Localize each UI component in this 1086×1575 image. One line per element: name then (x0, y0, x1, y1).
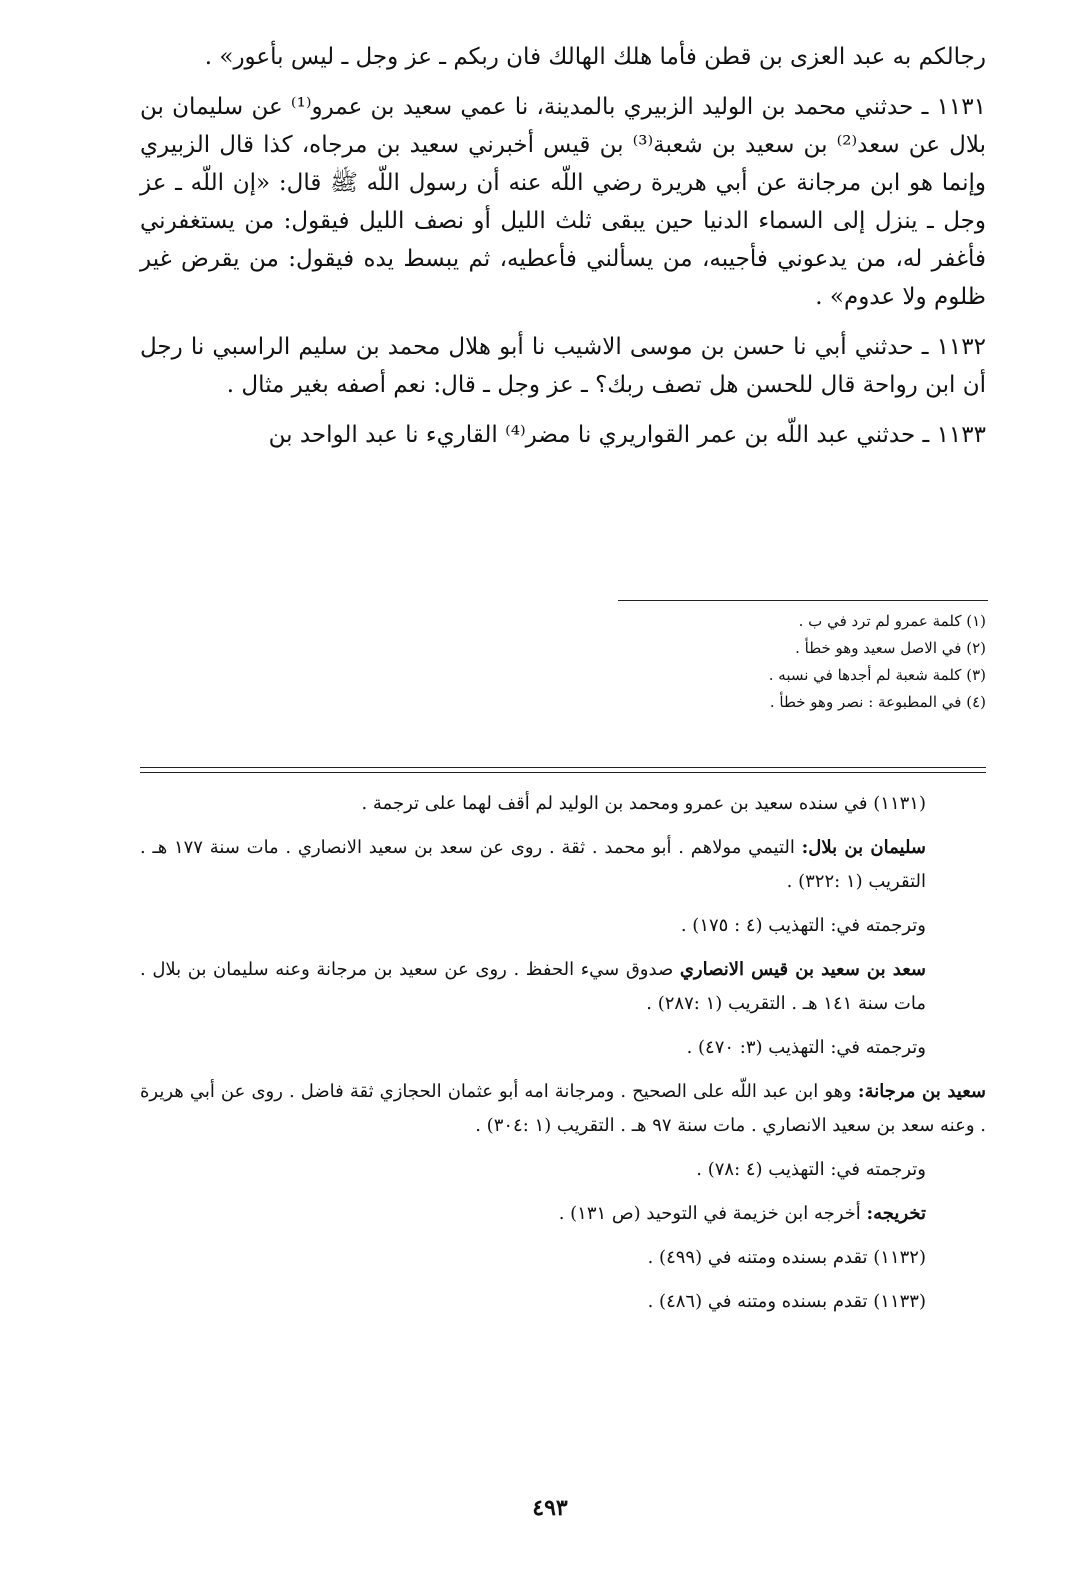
commentary-narrator-sulayman (140, 831, 986, 899)
hadith-1132: ١١٣٢ ـ حدثني أبي نا حسن بن موسى الاشيب نا أبو هلال محمد بن سليم الراسبي نا رجل أن ابن رواحة قال للحسن هل تصف ربك؟ ـ عز وجل ـ قال: نعم أصفه بغير مثال . (140, 334, 986, 398)
hadith-1131: ١١٣١ ـ حدثني محمد بن الوليد الزبيري بالمدينة، نا عمي سعيد بن عمرو⁽¹⁾ عن سليمان بن بلال عن سعد⁽²⁾ بن سعيد بن شعبة⁽³⁾ بن قيس أخبرني سعيد بن مرجاه، كذا قال الزبيري وإنما هو ابن مرجانة عن أبي هريرة رضي اللّه عنه أن رسول اللّه ﷺ قال: «إن اللّه ـ عز وجل ـ ينزل إلى السماء الدنيا حين يبقى ثلث الليل أو نصف الليل فيقول: من يستغفرني فأغفر له، من يدعوني فأجيبه، من يسألني فأعطيه، ثم يبسط يده فيقول: من يقرض غير ظلوم ولا عدوم» . (140, 94, 986, 310)
commentary-reference: وترجمته في: التهذيب (٤ :٧٨) . (696, 1159, 926, 1180)
commentary-reference: وترجمته في: التهذيب (٤ : ١٧٥) . (680, 915, 926, 936)
footnote-4: (٤) في المطبوعة : نصر وهو خطأ . (769, 693, 986, 711)
commentary-1131: (١١٣١) في سنده سعيد بن عمرو ومحمد بن الوليد لم أقف لهما على ترجمة . (361, 793, 926, 814)
paragraph-continuation: رجالكم به عبد العزى بن قطن فأما هلك الهالك فان ربكم ـ عز وجل ـ ليس بأعور» . (204, 44, 986, 70)
footnote-divider (618, 600, 988, 601)
main-text (140, 38, 986, 466)
narrator-note: صدوق سيء الحفظ . روى عن سعيد بن مرجانة وعنه سليمان بن بلال . مات سنة ١٤١ هـ . التقريب (١ :٢٨٧) . (140, 959, 926, 1014)
footnote-1: (١) كلمة عمرو لم ترد في ب . (798, 612, 986, 630)
commentary-reference: وترجمته في: التهذيب (٣: ٤٧٠) . (686, 1037, 926, 1058)
footnote-3: (٣) كلمة شعبة لم أجدها في نسبه . (768, 666, 986, 684)
commentary-narrator-saad (140, 953, 986, 1021)
commentary-divider (140, 767, 986, 773)
narrator-name: سعيد بن مرجانة: (857, 1081, 986, 1102)
commentary-1133: (١١٣٣) تقدم بسنده ومتنه في (٤٨٦) . (647, 1291, 926, 1312)
takhrij-text: أخرجه ابن خزيمة في التوحيد (ص ١٣١) . (558, 1203, 867, 1224)
page-number: ٤٩٣ (532, 1495, 568, 1521)
narrator-name: سليمان بن بلال: (801, 837, 926, 858)
takhrij-label: تخريجه: (866, 1203, 926, 1224)
commentary-1132: (١١٣٢) تقدم بسنده ومتنه في (٤٩٩) . (647, 1247, 926, 1268)
footnote-2: (٢) في الاصل سعيد وهو خطأ . (795, 639, 986, 657)
commentary-narrator-saeed (140, 1075, 986, 1143)
commentary (140, 787, 986, 1329)
narrator-name: سعد بن سعيد بن قيس الانصاري (679, 959, 926, 980)
commentary-takhrij (140, 1197, 986, 1231)
narrator-note: التيمي مولاهم . أبو محمد . ثقة . روى عن سعد بن سعيد الانصاري . مات سنة ١٧٧ هـ . التقريب (١ :٣٢٢) . (140, 837, 926, 892)
narrator-note: وهو ابن عبد اللّه على الصحيح . ومرجانة امه أبو عثمان الحجازي ثقة فاضل . روى عن أبي هريرة . وعنه سعد بن سعيد الانصاري . مات سنة ٩٧ هـ . التقريب (١ :٣٠٤) . (140, 1081, 986, 1136)
hadith-1133: ١١٣٣ ـ حدثني عبد اللّه بن عمر القواريري نا مضر⁽⁴⁾ القاريء نا عبد الواحد بن (268, 422, 986, 448)
footnotes (626, 608, 986, 716)
